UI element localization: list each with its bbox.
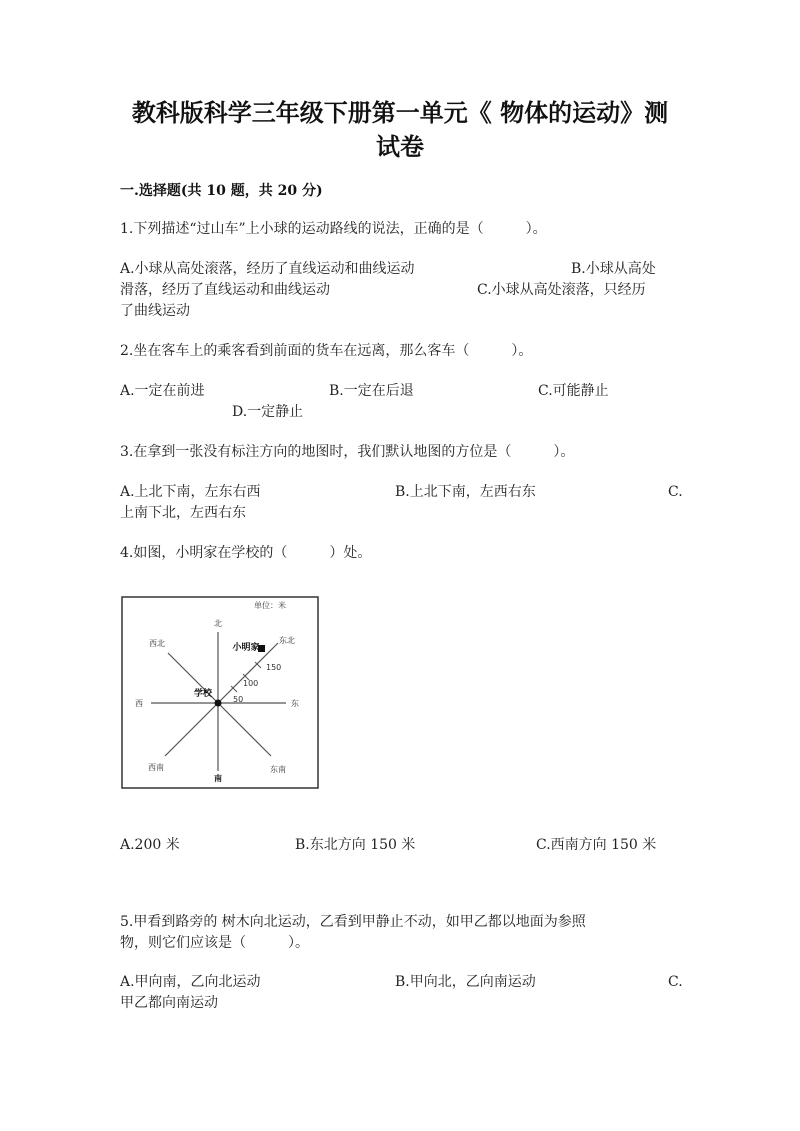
question-3-option-a[interactable]: A.上北下南，左东右西: [120, 484, 261, 500]
question-3-option-c[interactable]: C.: [668, 484, 683, 500]
question-3-option-c-cont[interactable]: 上南下北，左西右东: [120, 505, 246, 521]
question-2-option-d[interactable]: D.一定静止: [232, 404, 304, 420]
distance-150-label: 150: [266, 663, 282, 672]
question-2-option-a[interactable]: A.一定在前进: [120, 383, 205, 399]
question-1-option-c-cont[interactable]: 了曲线运动: [120, 303, 190, 319]
northwest-label: 西北: [149, 639, 165, 648]
question-4-option-a[interactable]: A.200 米: [120, 837, 180, 853]
map-unit-label: 单位：米: [254, 601, 286, 610]
question-4-option-b[interactable]: B.东北方向 150 米: [295, 837, 416, 853]
question-2-stem: 2.坐在客车上的乘客看到前面的货车在远离，那么客车（ ）。: [120, 343, 533, 359]
direction-map-figure: [121, 596, 319, 789]
question-1-option-b[interactable]: B.小球从高处: [571, 261, 656, 277]
distance-50-label: 50: [233, 695, 244, 704]
northeast-label: 东北: [279, 636, 295, 645]
question-4-stem: 4.如图，小明家在学校的（ ）处。: [120, 545, 372, 561]
distance-100-label: 100: [243, 679, 259, 688]
question-2-option-b[interactable]: B.一定在后退: [329, 383, 414, 399]
west-label: 西: [135, 699, 143, 708]
school-point: [215, 700, 222, 707]
home-label: 小明家: [232, 643, 260, 653]
question-1-stem: 1.下列描述“过山车”上小球的运动路线的说法，正确的是（ ）。: [120, 221, 547, 237]
question-3-stem: 3.在拿到一张没有标注方向的地图时，我们默认地图的方位是（ ）。: [120, 444, 575, 460]
question-5-option-a[interactable]: A.甲向南，乙向北运动: [120, 974, 261, 990]
direction-map-svg: [121, 596, 319, 789]
question-1-option-a[interactable]: A.小球从高处滚落，经历了直线运动和曲线运动: [120, 261, 415, 277]
south-label: 南: [214, 774, 222, 783]
page-title: [120, 96, 680, 164]
question-2-option-c[interactable]: C.可能静止: [538, 383, 609, 399]
question-5-option-c-cont[interactable]: 甲乙都向南运动: [120, 995, 218, 1011]
east-label: 东: [291, 699, 299, 708]
page-title-line-2: 试卷: [376, 132, 424, 161]
section-heading: 一.选择题(共 10 题，共 20 分): [120, 183, 323, 199]
question-3-option-b[interactable]: B.上北下南，左西右东: [395, 484, 536, 500]
question-1-option-b-cont[interactable]: 滑落，经历了直线运动和曲线运动: [120, 282, 330, 298]
question-4-option-c[interactable]: C.西南方向 150 米: [536, 837, 657, 853]
question-5-stem: 5.甲看到路旁的 树木向北运动，乙看到甲静止不动，如甲乙都以地面为参照: [120, 914, 586, 930]
question-5-option-c[interactable]: C.: [668, 974, 683, 990]
school-label: 学校: [193, 689, 213, 699]
north-label: 北: [214, 619, 222, 628]
southeast-label: 东南: [270, 765, 286, 774]
question-5-option-b[interactable]: B.甲向北，乙向南运动: [395, 974, 536, 990]
southwest-label: 西南: [148, 763, 164, 772]
question-5-stem-cont: 物，则它们应该是（ ）。: [120, 935, 309, 951]
question-1-option-c[interactable]: C.小球从高处滚落，只经历: [477, 282, 646, 298]
page-title-line-1: 教科版科学三年级下册第一单元《 物体的运动》测: [131, 98, 669, 127]
